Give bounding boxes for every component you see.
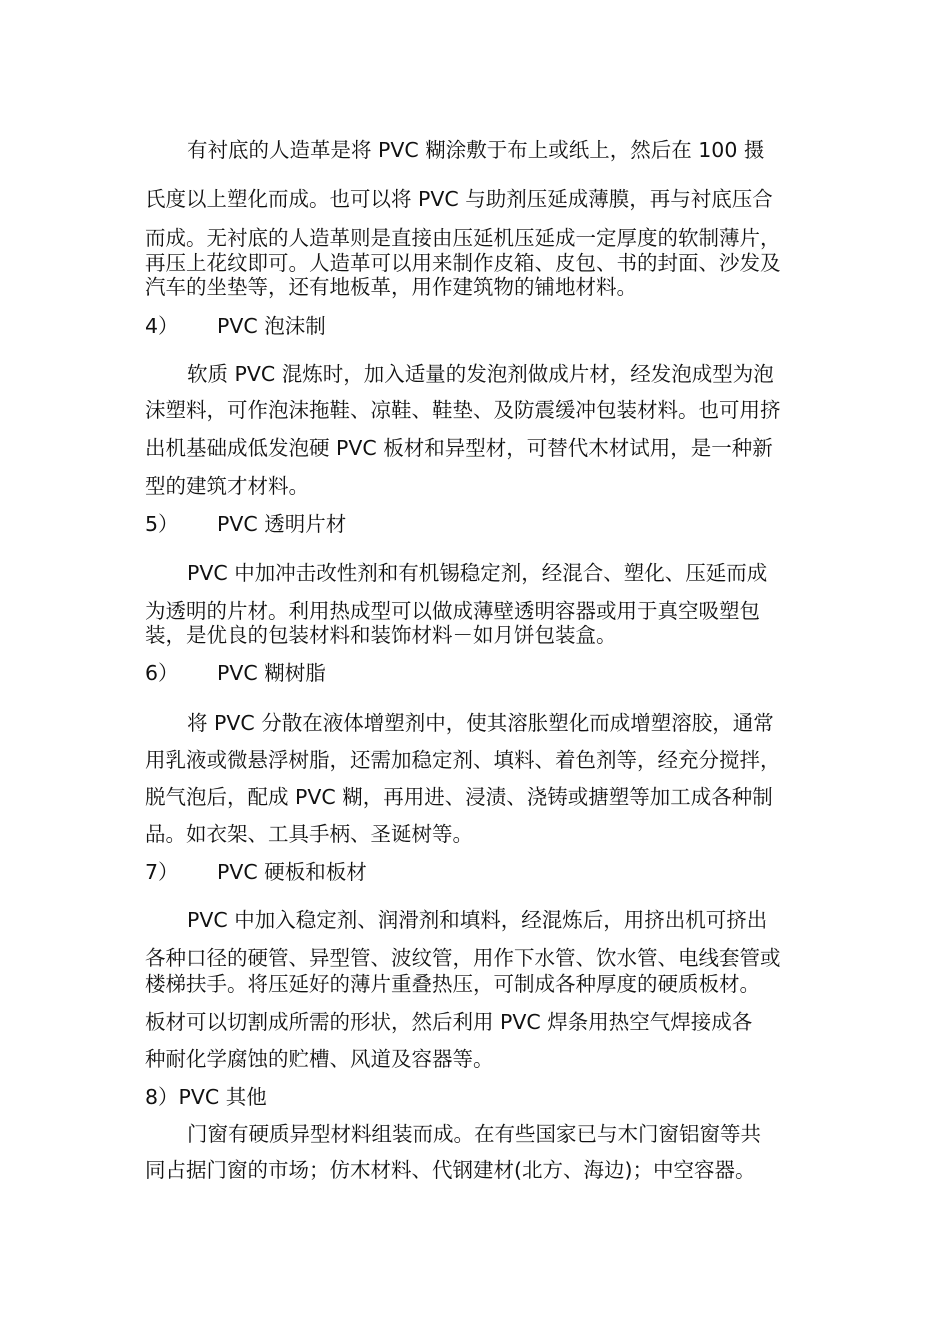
paragraph-line: 型的建筑才材料。	[145, 474, 309, 498]
paragraph-line: 楼梯扶手。将压延好的薄片重叠热压，可制成各种厚度的硬质板材。	[145, 972, 760, 996]
paragraph-line: 出机基础成低发泡硬 PVC 板材和异型材，可替代木材试用，是一种新	[145, 436, 773, 460]
paragraph-line: 汽车的坐垫等，还有地板革，用作建筑物的铺地材料。	[145, 275, 637, 299]
paragraph-line: PVC 中加冲击改性剂和有机锡稳定剂，经混合、塑化、压延而成	[187, 561, 768, 585]
paragraph-line: 再压上花纹即可。人造革可以用来制作皮箱、皮包、书的封面、沙发及	[145, 251, 781, 275]
paragraph-line: 将 PVC 分散在液体增塑剂中，使其溶胀塑化而成增塑溶胶，通常	[187, 711, 774, 735]
paragraph-line: 种耐化学腐蚀的贮槽、风道及容器等。	[145, 1047, 494, 1071]
paragraph-line: PVC 中加入稳定剂、润滑剂和填料，经混炼后，用挤出机可挤出	[187, 908, 768, 932]
section-number: 7）	[145, 860, 179, 884]
paragraph-line: 而成。无衬底的人造革则是直接由压延机压延成一定厚度的软制薄片，	[145, 226, 781, 250]
paragraph-line: 有衬底的人造革是将 PVC 糊涂敷于布上或纸上，然后在 100 摄	[187, 138, 765, 162]
paragraph-line: 脱气泡后，配成 PVC 糊，再用进、浸渍、浇铸或搪塑等加工成各种制	[145, 785, 773, 809]
paragraph-line: 同占据门窗的市场；仿木材料、代钢建材(北方、海边)；中空容器。	[145, 1158, 756, 1182]
section-heading: PVC 透明片材	[217, 512, 347, 536]
section-number: 4）	[145, 314, 179, 338]
paragraph-line: 门窗有硬质异型材料组装而成。在有些国家已与木门窗铝窗等共	[187, 1122, 761, 1146]
section-number: 6）	[145, 661, 179, 685]
paragraph-line: 为透明的片材。利用热成型可以做成薄壁透明容器或用于真空吸塑包	[145, 599, 760, 623]
paragraph-line: 装，是优良的包装材料和装饰材料－如月饼包装盒。	[145, 623, 617, 647]
paragraph-line: 氏度以上塑化而成。也可以将 PVC 与助剂压延成薄膜，再与衬底压合	[145, 187, 773, 211]
section-heading: PVC 糊树脂	[217, 661, 326, 685]
paragraph-line: 板材可以切割成所需的形状，然后利用 PVC 焊条用热空气焊接成各	[145, 1010, 753, 1034]
section-heading: PVC 硬板和板材	[217, 860, 367, 884]
paragraph-line: 各种口径的硬管、异型管、波纹管，用作下水管、饮水管、电线套管或	[145, 946, 781, 970]
paragraph-line: 软质 PVC 混炼时，加入适量的发泡剂做成片材，经发泡成型为泡	[187, 362, 774, 386]
paragraph-line: 用乳液或微悬浮树脂，还需加稳定剂、填料、着色剂等，经充分搅拌，	[145, 748, 781, 772]
section-heading: 8）PVC 其他	[145, 1085, 267, 1109]
paragraph-line: 品。如衣架、工具手柄、圣诞树等。	[145, 822, 473, 846]
section-number: 5）	[145, 512, 179, 536]
section-heading: PVC 泡沫制	[217, 314, 326, 338]
paragraph-line: 沫塑料，可作泡沫拖鞋、凉鞋、鞋垫、及防震缓冲包装材料。也可用挤	[145, 398, 781, 422]
